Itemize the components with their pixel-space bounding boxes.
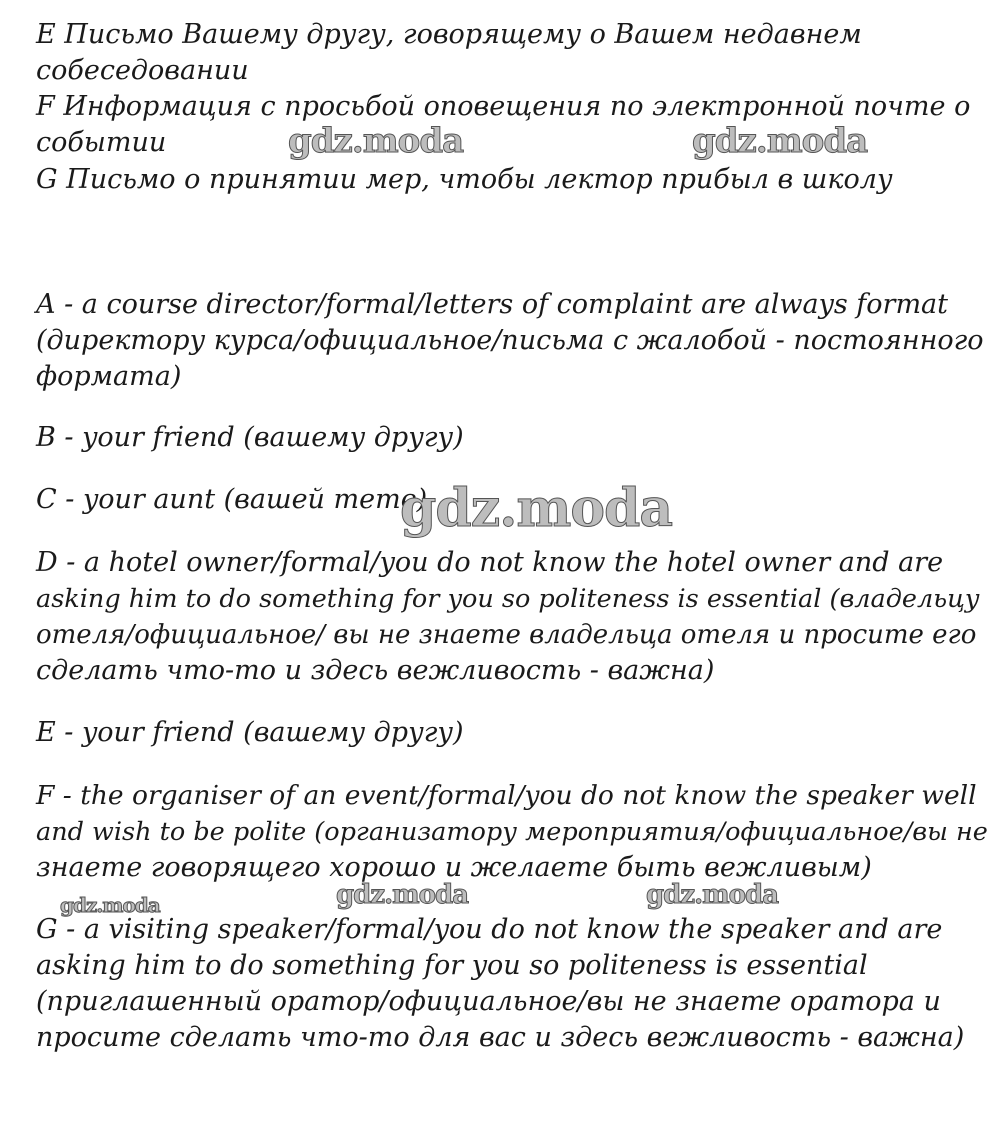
- watermark-bottom-left: gdz.moda: [60, 893, 160, 917]
- answer-d-line-3: отеля/официальное/ вы не знаете владельца отеля и просите его: [36, 620, 977, 650]
- answer-g-line-4: просите сделать что-то для вас и здесь вежливость - важна): [36, 1022, 965, 1053]
- answer-f-line-2: and wish to be polite (организатору мероприятия/официальное/вы не: [36, 817, 988, 847]
- answer-e: E - your friend (вашему другу): [36, 717, 464, 748]
- text-line-e-ru: E Письмо Вашему другу, говорящему о Вашем недавнем: [36, 19, 862, 50]
- answer-g-line-3: (приглашенный оратор/официальное/вы не знаете оратора и: [36, 986, 941, 1017]
- answer-d-line-2: asking him to do something for you so politeness is essential (владельцу: [36, 584, 980, 614]
- watermark-center: gdz.moda: [400, 478, 673, 539]
- watermark-bottom-mid: gdz.moda: [336, 880, 469, 910]
- answer-c: C - your aunt (вашей тете): [36, 484, 428, 515]
- answer-a-line-2: (директору курса/официальное/письма с жалобой - постоянного: [36, 325, 984, 356]
- answer-b: B - your friend (вашему другу): [36, 422, 464, 453]
- watermark-bottom-right: gdz.moda: [646, 880, 779, 910]
- text-line-f-ru: F Информация с просьбой оповещения по электронной почте о: [36, 91, 971, 122]
- answer-g-line-1: G - a visiting speaker/formal/you do not know the speaker and are: [36, 914, 943, 945]
- answer-f-line-1: F - the organiser of an event/formal/you do not know the speaker well: [36, 780, 977, 811]
- text-line-e-ru-cont: собеседовании: [36, 55, 249, 86]
- text-line-g-ru: G Письмо о принятии мер, чтобы лектор прибыл в школу: [36, 164, 893, 195]
- answer-d-line-1: D - a hotel owner/formal/you do not know the hotel owner and are: [36, 547, 944, 578]
- answer-d-line-4: сделать что-то и здесь вежливость - важна): [36, 655, 715, 686]
- answer-a-line-3: формата): [36, 361, 182, 392]
- text-line-f-ru-cont: событии: [36, 127, 167, 158]
- watermark-top-right: gdz.moda: [692, 121, 868, 161]
- answer-a-line-1: A - a course director/formal/letters of complaint are always format: [36, 289, 949, 320]
- answer-g-line-2: asking him to do something for you so politeness is essential: [36, 950, 868, 981]
- watermark-top-left: gdz.moda: [288, 121, 464, 161]
- answer-f-line-3: знаете говорящего хорошо и желаете быть вежливым): [36, 852, 872, 883]
